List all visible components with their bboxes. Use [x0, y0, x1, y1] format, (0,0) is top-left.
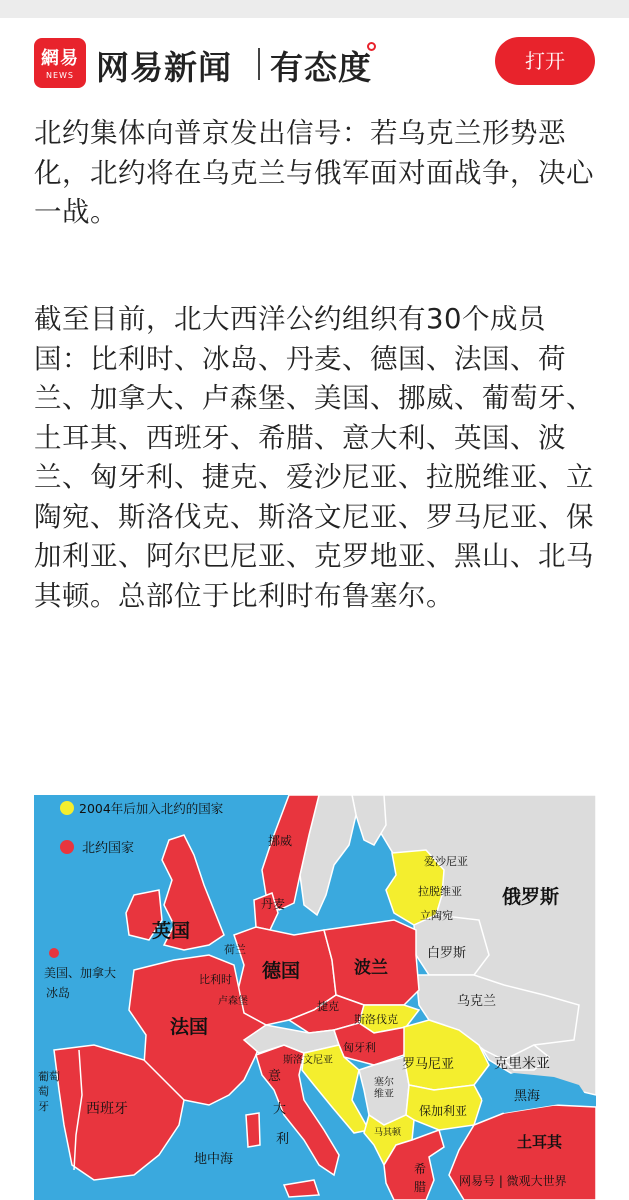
brand-slogan: 有态度: [270, 48, 372, 87]
article-paragraph-1: 北约集体向普京发出信号：若乌克兰形势恶化，北约将在乌克兰与俄军面对面战争，决心一战。: [34, 117, 594, 228]
nato-map-image[interactable]: [34, 795, 596, 1200]
sardinia-region: [246, 1113, 260, 1147]
open-app-button[interactable]: 打开: [495, 37, 595, 85]
label-uk: 英国: [152, 920, 191, 942]
label-us-canada: 美国、加拿大: [44, 966, 117, 980]
label-serbia: 塞尔: [374, 1077, 394, 1088]
label-russia: 俄罗斯: [502, 886, 560, 908]
brand-divider: [258, 48, 260, 80]
label-romania: 罗马尼亚: [402, 1057, 455, 1072]
label-estonia: 爱沙尼亚: [424, 855, 468, 868]
label-belarus: 白罗斯: [427, 946, 467, 961]
map-watermark: 网易号 | 微观大世界: [459, 1174, 567, 1188]
label-portugal-3: 牙: [38, 1100, 49, 1113]
label-czech: 捷克: [317, 1000, 339, 1013]
label-luxembourg: 卢森堡: [218, 996, 248, 1007]
label-italy-3: 利: [276, 1132, 290, 1147]
label-crimea: 克里米亚: [494, 1056, 550, 1072]
label-italy-2: 大: [273, 1102, 287, 1117]
label-lithuania: 立陶宛: [420, 909, 453, 922]
label-germany: 德国: [262, 960, 301, 982]
label-serbia-2: 维亚: [374, 1089, 394, 1100]
label-greece-2: 腊: [414, 1180, 427, 1194]
label-slovenia: 斯洛文尼亚: [283, 1055, 333, 1066]
label-denmark: 丹麦: [261, 897, 286, 911]
logo-text-en: NEWS: [45, 71, 75, 80]
label-albania: 马其顿: [374, 1128, 402, 1138]
app-header: [0, 18, 629, 106]
label-black-sea: 黑海: [514, 1089, 541, 1104]
label-portugal-2: 萄: [38, 1085, 49, 1098]
label-norway: 挪威: [268, 834, 293, 848]
status-strip: [0, 0, 629, 18]
label-latvia: 拉脱维亚: [418, 885, 462, 898]
label-iceland: 冰岛: [46, 986, 71, 1000]
legend-new-members-label: 2004年后加入北约的国家: [79, 801, 224, 816]
map-svg: [34, 795, 596, 1200]
registered-mark-icon: [367, 42, 376, 51]
label-slovakia: 斯洛伐克: [354, 1013, 398, 1026]
netease-logo[interactable]: [34, 38, 86, 88]
article-paragraph-2: 截至目前，北大西洋公约组织有30个成员国：比利时、冰岛、丹麦、德国、法国、荷兰、加拿大、卢森堡、美国、挪威、葡萄牙、土耳其、西班牙、希腊、意大利、英国、波兰、匈牙利、捷克、爱沙尼亚、拉脱维亚、立陶宛、斯洛伐克、斯洛文尼亚、罗马尼亚、保加利亚、阿尔巴尼亚、克罗地亚、黑山、北马其顿。总部位于比利时布鲁塞尔。: [34, 303, 594, 612]
label-bulgaria: 保加利亚: [419, 1104, 468, 1118]
label-italy-1: 意: [268, 1069, 282, 1084]
label-hungary: 匈牙利: [343, 1041, 376, 1054]
legend-new-members-dot: [60, 801, 74, 815]
label-france: 法国: [170, 1016, 209, 1038]
legend-nato-dot: [60, 840, 74, 854]
label-portugal-1: 葡萄: [38, 1070, 60, 1083]
label-spain: 西班牙: [86, 1101, 128, 1117]
label-ukraine: 乌克兰: [457, 994, 497, 1009]
label-turkey: 土耳其: [517, 1133, 563, 1151]
label-netherlands: 荷兰: [224, 943, 246, 956]
label-mediterranean: 地中海: [194, 1152, 234, 1167]
brand-title: 网易新闻: [96, 48, 232, 87]
label-greece-1: 希: [414, 1162, 427, 1176]
label-belgium: 比利时: [199, 973, 232, 986]
legend-nato-label: 北约国家: [82, 841, 135, 856]
belarus-region: [414, 915, 489, 975]
label-poland: 波兰: [354, 958, 388, 978]
us-canada-dot: [49, 948, 59, 958]
logo-text-cn: 網易: [41, 48, 79, 69]
